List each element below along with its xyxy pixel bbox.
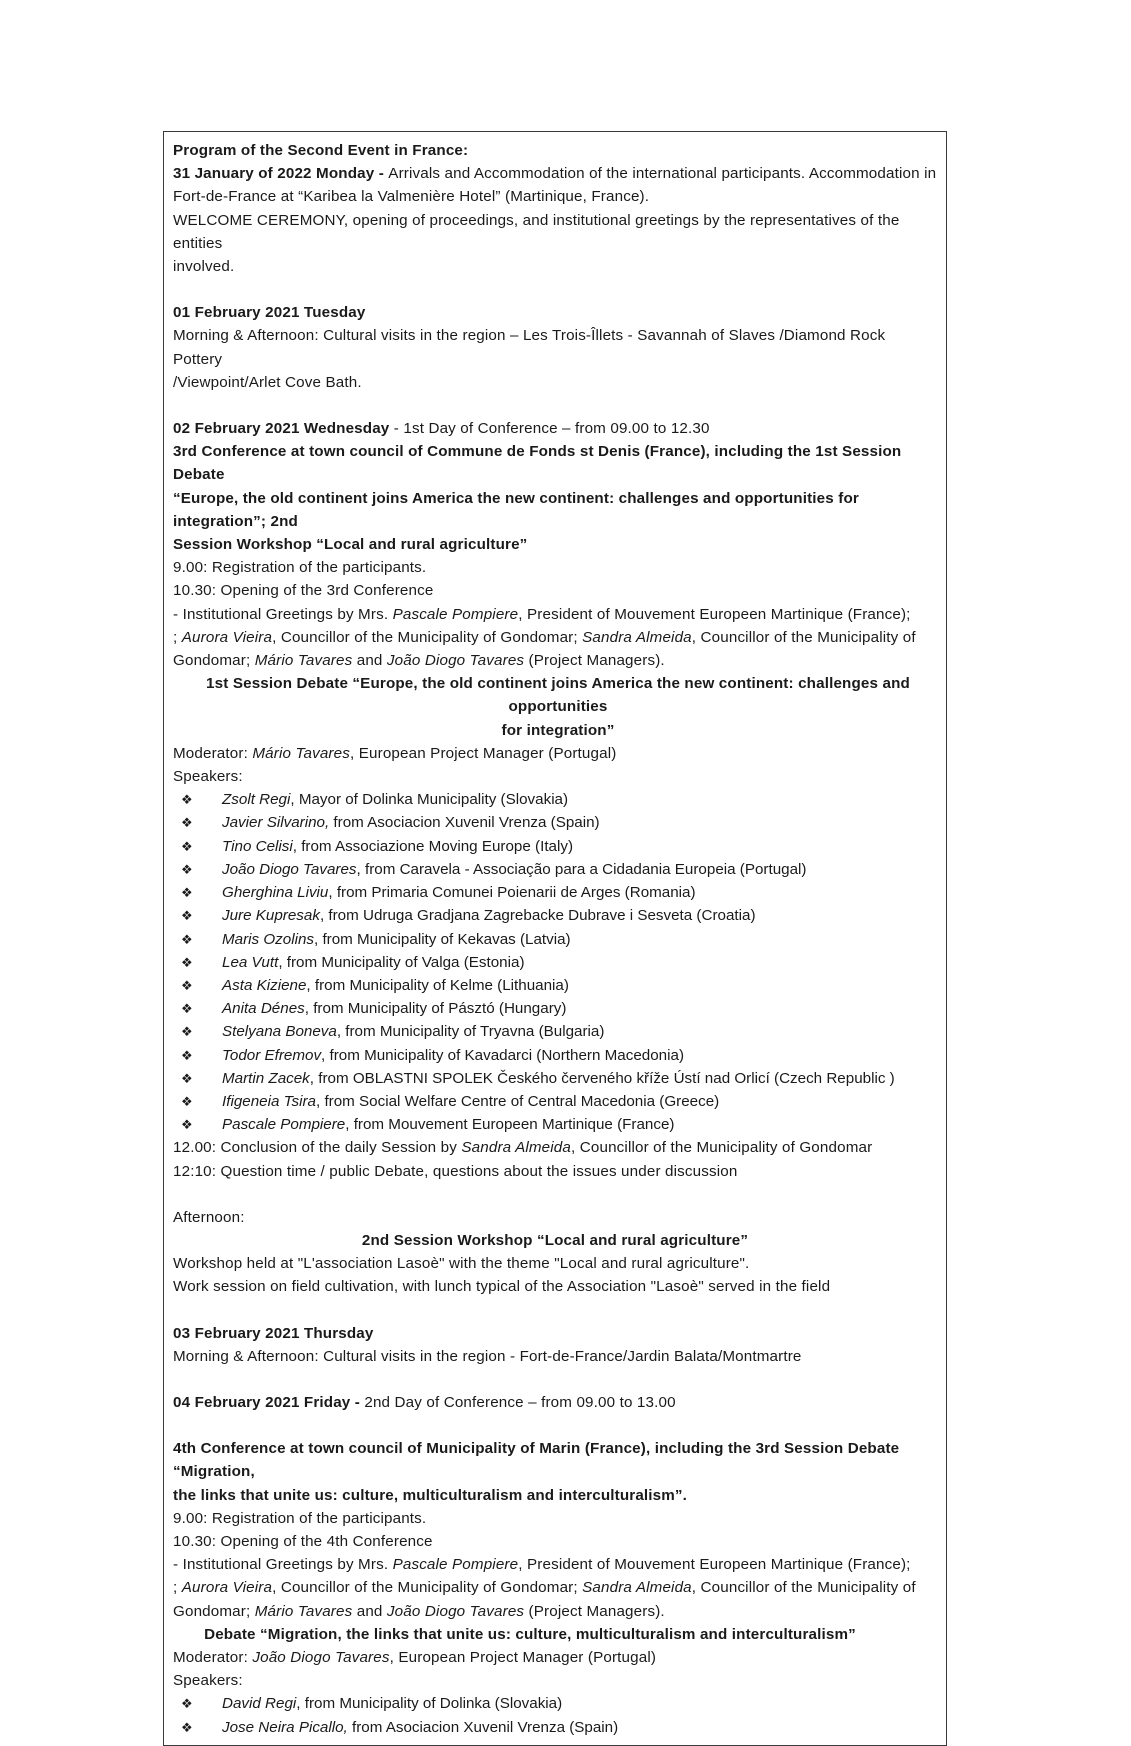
greetings-person-name: Pascale Pompiere — [392, 1556, 519, 1574]
list-item — [173, 858, 937, 881]
day-02-feb-date-text: 02 February 2021 Wednesday — [173, 420, 390, 438]
day-04-feb-date-suffix: 2nd Day of Conference – from 09.00 to 13.00 — [364, 1393, 676, 1411]
speaker-entry — [199, 811, 937, 834]
speaker-affiliation: , from OBLASTNI SPOLEK Českého červeného kříže Ústí nad Orlicí (Czech Republic ) — [309, 1069, 895, 1087]
speaker-affiliation: , from Municipality of Kekavas (Latvia) — [314, 930, 571, 948]
speaker-name: Zsolt Regi — [222, 791, 291, 809]
speaker-affiliation: , from Social Welfare Centre of Central Macedonia (Greece) — [316, 1092, 720, 1110]
spacer — [173, 394, 937, 417]
list-item — [173, 788, 937, 811]
list-item — [173, 1692, 937, 1715]
speaker-name: Jure Kupresak — [222, 907, 320, 925]
conference-3-opening: 10.30: Opening of the 3rd Conference — [173, 582, 434, 600]
list-item — [173, 1113, 937, 1136]
diamond-bullet-icon: ❖ — [181, 1696, 193, 1712]
conference-4-greetings-line-3 — [173, 1600, 937, 1623]
greetings-role: , President of Mouvement Europeen Martinique (France); — [518, 605, 911, 623]
spacer — [173, 1368, 937, 1391]
diamond-bullet-icon: ❖ — [181, 1070, 193, 1086]
greetings-role: , Councillor of the Municipality of Gondomar; — [272, 628, 583, 646]
greetings-person-name: João Diogo Tavares — [386, 652, 525, 670]
list-item — [173, 1090, 937, 1113]
speaker-affiliation: , from Municipality of Tryavna (Bulgaria) — [336, 1023, 605, 1041]
speaker-name: João Diogo Tavares — [222, 860, 357, 878]
diamond-bullet-icon: ❖ — [181, 1719, 193, 1735]
moderator-label: Moderator: — [173, 744, 253, 762]
greetings-role: (Project Managers). — [524, 652, 665, 670]
list-item — [173, 951, 937, 974]
session-3-speaker-list — [173, 1692, 937, 1738]
diamond-bullet-icon: ❖ — [181, 792, 193, 808]
speaker-affiliation: , from Caravela - Associação para a Cidadania Europeia (Portugal) — [356, 860, 807, 878]
day-04-feb-date-text: 04 February 2021 Friday - — [173, 1393, 365, 1411]
day-02-feb-date — [173, 417, 937, 440]
greetings-role: (Project Managers). — [524, 1602, 665, 1620]
speaker-affiliation: , from Primaria Comunei Poienarii de Arges (Romania) — [328, 884, 696, 902]
workshop-line-1: Workshop held at "L'association Lasoè" with the theme "Local and rural agriculture". — [173, 1255, 750, 1273]
moderator-role: , European Project Manager (Portugal) — [389, 1648, 657, 1666]
day-03-feb-date — [173, 1322, 937, 1345]
arrival-text-1: Arrivals and Accommodation of the international participants. Accommodation in — [388, 165, 937, 183]
speaker-name: Anita Dénes — [222, 1000, 305, 1018]
arrival-day-line — [173, 162, 937, 185]
arrival-text-2: Fort-de-France at “Karibea la Valmenière Hotel” (Martinique, France). — [173, 188, 650, 206]
conference-3-greetings-line-2 — [173, 626, 937, 649]
speaker-name: Gherghina Liviu — [222, 884, 329, 902]
greetings-prefix: - Institutional Greetings by Mrs. — [173, 1556, 393, 1574]
speaker-entry — [199, 904, 937, 927]
list-item — [173, 1067, 937, 1090]
workshop-line-2: Work session on field cultivation, with lunch typical of the Association "Lasoè" served in the field — [173, 1278, 831, 1296]
conference-4-registration: 9.00: Registration of the participants. — [173, 1509, 427, 1527]
session-1-question-time: 12:10: Question time / public Debate, questions about the issues under discussion — [173, 1162, 738, 1180]
speaker-affiliation: , from Municipality of Kelme (Lithuania) — [306, 976, 569, 994]
program-title-text: Program of the Second Event in France: — [173, 142, 469, 159]
welcome-ceremony-line-1: WELCOME CEREMONY, opening of proceedings, and institutional greetings by the representatives of the entities — [173, 211, 900, 252]
speaker-entry — [199, 1090, 937, 1113]
conference-4-heading-line-2: the links that unite us: culture, multiculturalism and interculturalism”. — [173, 1486, 688, 1504]
greetings-person-name: Pascale Pompiere — [392, 605, 519, 623]
session-1-title-line-2: for integration” — [501, 721, 615, 739]
conclusion-role: , Councillor of the Municipality of Gondomar — [571, 1139, 873, 1157]
diamond-bullet-icon: ❖ — [181, 1047, 193, 1063]
session-1-moderator — [173, 742, 937, 765]
speaker-name: Lea Vutt — [222, 953, 279, 971]
list-item — [173, 811, 937, 834]
program-table-frame — [163, 131, 947, 1746]
speaker-entry — [199, 1067, 937, 1090]
speaker-name: Stelyana Boneva — [222, 1023, 337, 1041]
speaker-entry — [199, 997, 937, 1020]
conference-3-heading-line-2: “Europe, the old continent joins America the new continent: challenges and opportunities for integration”; 2nd — [173, 489, 859, 530]
speaker-entry — [199, 951, 937, 974]
greetings-prefix: Gondomar; — [173, 652, 255, 670]
list-item — [173, 881, 937, 904]
arrival-date: 31 January of 2022 Monday - — [173, 165, 389, 183]
speaker-affiliation: , from Municipality of Valga (Estonia) — [278, 953, 525, 971]
list-item — [173, 928, 937, 951]
moderator-name: Mário Tavares — [252, 744, 350, 762]
moderator-role: , European Project Manager (Portugal) — [349, 744, 617, 762]
greetings-role: , Councillor of the Municipality of — [691, 628, 916, 646]
speaker-name: Jose Neira Picallo, — [222, 1718, 348, 1736]
day-03-feb-date-text: 03 February 2021 Thursday — [173, 1324, 374, 1342]
day-04-feb-date — [173, 1391, 937, 1414]
greetings-person-name: Mário Tavares — [254, 652, 353, 670]
spacer — [173, 1183, 937, 1206]
speaker-affiliation: , from Municipality of Pásztó (Hungary) — [304, 1000, 567, 1018]
speaker-affiliation: , from Municipality of Dolinka (Slovakia) — [296, 1695, 563, 1713]
greetings-person-name: Mário Tavares — [254, 1602, 353, 1620]
greetings-conjunction: and — [352, 1602, 387, 1620]
day-03-feb-line-1: Morning & Afternoon: Cultural visits in the region - Fort-de-France/Jardin Balata/Montmartre — [173, 1347, 802, 1365]
greetings-conjunction: and — [352, 652, 387, 670]
list-item — [173, 974, 937, 997]
greetings-prefix: ; — [173, 1579, 182, 1597]
list-item — [173, 1020, 937, 1043]
welcome-ceremony-line-2: involved. — [173, 258, 235, 276]
diamond-bullet-icon: ❖ — [181, 1001, 193, 1017]
speaker-entry — [199, 1113, 937, 1136]
spacer — [173, 1414, 937, 1437]
afternoon-label: Afternoon: — [173, 1208, 245, 1226]
speaker-entry — [199, 881, 937, 904]
greetings-prefix: - Institutional Greetings by Mrs. — [173, 605, 393, 623]
speaker-affiliation: from Asociacion Xuvenil Vrenza (Spain) — [329, 814, 600, 832]
session-2-title: 2nd Session Workshop “Local and rural agriculture” — [361, 1231, 749, 1249]
speaker-name: Todor Efremov — [222, 1046, 322, 1064]
program-title — [173, 139, 937, 162]
speaker-affiliation: , from Udruga Gradjana Zagrebacke Dubrave i Sesveta (Croatia) — [319, 907, 756, 925]
conference-3-greetings-line-3 — [173, 649, 937, 672]
diamond-bullet-icon: ❖ — [181, 1024, 193, 1040]
session-3-moderator — [173, 1646, 937, 1669]
moderator-label: Moderator: — [173, 1648, 253, 1666]
diamond-bullet-icon: ❖ — [181, 815, 193, 831]
diamond-bullet-icon: ❖ — [181, 1093, 193, 1109]
moderator-name: João Diogo Tavares — [252, 1648, 390, 1666]
speaker-entry — [199, 835, 937, 858]
conference-4-opening: 10.30: Opening of the 4th Conference — [173, 1532, 433, 1550]
speaker-name: Javier Silvarino, — [222, 814, 330, 832]
diamond-bullet-icon: ❖ — [181, 977, 193, 993]
conference-4-greetings-line-1 — [173, 1553, 937, 1576]
session-1-title-line-1: 1st Session Debate “Europe, the old continent joins America the new continent: challenges and opportunities — [206, 675, 910, 716]
list-item — [173, 904, 937, 927]
day-02-feb-date-suffix: - 1st Day of Conference – from 09.00 to 12.30 — [389, 420, 710, 438]
list-item — [173, 1716, 937, 1739]
conference-3-greetings-line-1 — [173, 603, 937, 626]
speaker-affiliation: , from Associazione Moving Europe (Italy) — [292, 837, 574, 855]
diamond-bullet-icon: ❖ — [181, 1117, 193, 1133]
speaker-name: Asta Kiziene — [222, 976, 307, 994]
speaker-entry — [199, 974, 937, 997]
greetings-person-name: Sandra Almeida — [582, 628, 692, 646]
day-01-feb-date — [173, 301, 937, 324]
list-item — [173, 1044, 937, 1067]
speaker-entry — [199, 1020, 937, 1043]
greetings-person-name: Aurora Vieira — [181, 1579, 273, 1597]
speaker-name: David Regi — [222, 1695, 297, 1713]
spacer — [173, 278, 937, 301]
conference-4-greetings-line-2 — [173, 1576, 937, 1599]
diamond-bullet-icon: ❖ — [181, 908, 193, 924]
speaker-affiliation: , Mayor of Dolinka Municipality (Slovakia) — [290, 791, 569, 809]
speaker-affiliation: , from Municipality of Kavadarci (Northern Macedonia) — [321, 1046, 685, 1064]
conference-3-registration: 9.00: Registration of the participants. — [173, 559, 427, 577]
session-1-speakers-label: Speakers: — [173, 768, 243, 786]
speaker-affiliation: from Asociacion Xuvenil Vrenza (Spain) — [347, 1718, 619, 1736]
speaker-affiliation: , from Mouvement Europeen Martinique (France) — [345, 1116, 675, 1134]
greetings-role: , Councillor of the Municipality of — [691, 1579, 916, 1597]
greetings-person-name: Sandra Almeida — [582, 1579, 692, 1597]
speaker-name: Maris Ozolins — [222, 930, 314, 948]
speaker-entry — [199, 1716, 937, 1739]
speaker-name: Tino Celisi — [222, 837, 293, 855]
greetings-person-name: João Diogo Tavares — [386, 1602, 525, 1620]
speaker-name: Ifigeneia Tsira — [222, 1092, 316, 1110]
session-3-speakers-label: Speakers: — [173, 1672, 243, 1690]
speaker-entry — [199, 788, 937, 811]
list-item — [173, 835, 937, 858]
speaker-name: Martin Zacek — [222, 1069, 310, 1087]
diamond-bullet-icon: ❖ — [181, 954, 193, 970]
conference-4-heading-line-1: 4th Conference at town council of Municipality of Marin (France), including the 3rd Session Debate “Migration, — [173, 1440, 900, 1481]
list-item — [173, 997, 937, 1020]
greetings-prefix: ; — [173, 628, 182, 646]
diamond-bullet-icon: ❖ — [181, 885, 193, 901]
speaker-name: Pascale Pompiere — [222, 1116, 346, 1134]
day-01-feb-date-text: 01 February 2021 Tuesday — [173, 304, 366, 322]
greetings-role: , President of Mouvement Europeen Martinique (France); — [518, 1556, 911, 1574]
diamond-bullet-icon: ❖ — [181, 838, 193, 854]
conference-3-heading-line-1: 3rd Conference at town council of Commune de Fonds st Denis (France), including the 1st Session Debate — [173, 443, 902, 484]
spacer — [173, 1299, 937, 1322]
session-3-title: Debate “Migration, the links that unite us: culture, multiculturalism and interculturalism” — [204, 1625, 856, 1643]
greetings-prefix: Gondomar; — [173, 1602, 255, 1620]
conference-3-heading-line-3: Session Workshop “Local and rural agriculture” — [173, 536, 528, 554]
speaker-entry — [199, 1692, 937, 1715]
session-1-conclusion — [173, 1136, 937, 1159]
diamond-bullet-icon: ❖ — [181, 861, 193, 877]
greetings-role: , Councillor of the Municipality of Gondomar; — [272, 1579, 583, 1597]
day-01-feb-line-1: Morning & Afternoon: Cultural visits in the region – Les Trois-Îllets - Savannah of Slaves /Diamond Rock Pottery — [173, 327, 886, 368]
diamond-bullet-icon: ❖ — [181, 931, 193, 947]
speaker-entry — [199, 858, 937, 881]
conclusion-prefix: 12.00: Conclusion of the daily Session by — [173, 1139, 462, 1157]
conclusion-person-name: Sandra Almeida — [461, 1139, 572, 1157]
speaker-entry — [199, 928, 937, 951]
day-01-feb-line-2: /Viewpoint/Arlet Cove Bath. — [173, 373, 362, 391]
greetings-person-name: Aurora Vieira — [181, 628, 273, 646]
session-1-speaker-list — [173, 788, 937, 1136]
speaker-entry — [199, 1044, 937, 1067]
